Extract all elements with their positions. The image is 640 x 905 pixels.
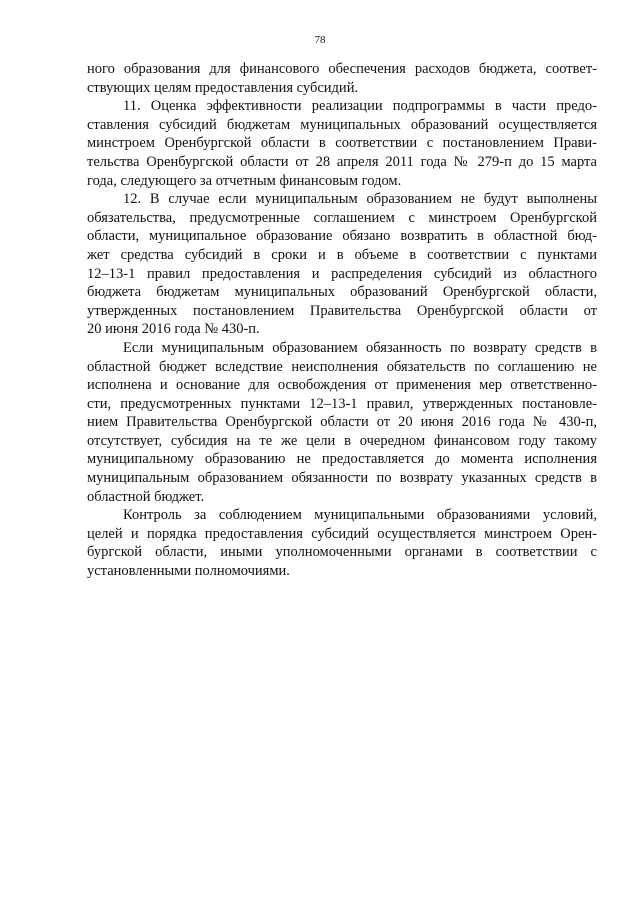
text-line: целей и порядка предоставления субсидий осуществляется минстроем Орен-	[87, 525, 597, 542]
text-line: минстроем Оренбургской области в соответствии с постановлением Прави-	[87, 135, 597, 152]
text-line: ного образования для финансового обеспечения расходов бюджета, соответ-	[87, 61, 597, 77]
document-body	[87, 60, 597, 581]
text-line: бюджета бюджетам муниципальных образований Оренбургской области,	[87, 284, 597, 301]
text-line: областной бюджет.	[87, 488, 205, 505]
text-line: отсутствует, субсидия на те же цели в очередном финансовом году такому	[87, 432, 597, 449]
text-line: муниципальному образованию не предоставляется до момента исполнения	[87, 451, 597, 468]
text-line: нием Правительства Оренбургской области от 20 июня 2016 года № 430-п,	[87, 414, 597, 431]
text-line: 11. Оценка эффективности реализации подпрограммы в части предо-	[123, 98, 597, 115]
text-line: Контроль за соблюдением муниципальными образованиями условий,	[123, 507, 597, 524]
text-line: муниципальным образованием обязанности по возврату указанных средств в	[87, 470, 597, 487]
text-line: тельства Оренбургской области от 28 апреля 2011 года № 279-п до 15 марта	[87, 153, 597, 170]
text-line: ставления субсидий бюджетам муниципальных образований осуществляется	[87, 116, 597, 133]
text-line: бургской области, иными уполномоченными органами в соответствии с	[87, 544, 597, 561]
text-line: ствующих целям предоставления субсидий.	[87, 79, 359, 96]
text-line: Если муниципальным образованием обязанность по возврату средств в	[123, 339, 597, 356]
page-number: 78	[314, 34, 326, 46]
text-line: обязательства, предусмотренные соглашением с минстроем Оренбургской	[87, 209, 597, 226]
text-line: установленными полномочиями.	[87, 563, 290, 580]
text-line: исполнена и основание для освобождения от применения мер ответственно-	[87, 377, 597, 394]
text-line: утвержденных постановлением Правительства Оренбургской области от	[87, 302, 597, 319]
text-line: сти, предусмотренных пунктами 12–13-1 правил, утвержденных постановле-	[87, 395, 597, 412]
text-line: области, муниципальное образование обязано возвратить в областной бюд-	[87, 228, 597, 245]
text-line: 20 июня 2016 года № 430-п.	[87, 321, 260, 338]
text-line: 12. В случае если муниципальным образованием не будут выполнены	[123, 191, 597, 208]
text-line: областной бюджет вследствие неисполнения обязательств по соглашению не	[87, 358, 597, 375]
text-line: жет средства субсидий в сроки и в объеме в соответствии с пунктами	[87, 246, 597, 263]
text-line: 12–13-1 правил предоставления и распределения субсидий из областного	[87, 265, 597, 282]
text-line: года, следующего за отчетным финансовым годом.	[87, 172, 402, 189]
